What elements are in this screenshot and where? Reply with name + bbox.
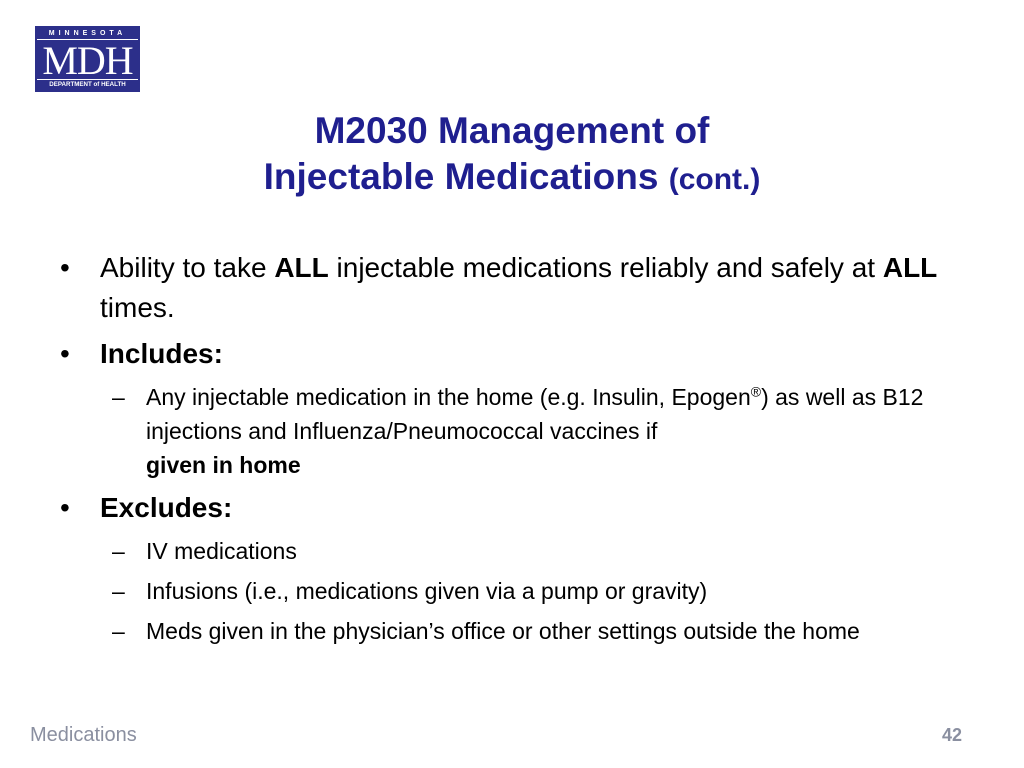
sub-bullet-text: Any injectable medication in the home (e.g. Insulin, Epogen bbox=[146, 384, 751, 410]
bullet-excludes bbox=[60, 488, 980, 528]
bullet-dot: • bbox=[60, 492, 70, 523]
excludes-item bbox=[60, 534, 980, 568]
bullet-text: injectable medications reliably and safely at bbox=[328, 252, 883, 283]
sub-bullet-dash: – bbox=[112, 538, 125, 564]
title-line-1: M2030 Management of bbox=[314, 110, 710, 151]
bullet-ability bbox=[60, 248, 980, 328]
logo-bottom-text: DEPARTMENT of HEALTH bbox=[37, 80, 138, 90]
bullet-bold-text: ALL bbox=[882, 252, 938, 283]
bullet-text: Ability to take bbox=[100, 252, 275, 283]
sub-bullet-text: ) as well as B12 injections and Influenza/Pneumococcal vaccines if bbox=[146, 384, 924, 444]
sub-bullet-dash: – bbox=[112, 384, 125, 410]
excludes-item bbox=[60, 574, 980, 608]
excludes-label: Excludes: bbox=[100, 492, 233, 523]
sub-bullet-dash: – bbox=[112, 618, 125, 644]
sub-bullet-bold-text: given in home bbox=[146, 452, 301, 478]
slide-title bbox=[0, 108, 1024, 203]
logo-top-text: MINNESOTA bbox=[37, 28, 138, 39]
bullet-text: times. bbox=[100, 292, 175, 323]
logo-main-text: MDH bbox=[37, 39, 138, 80]
registered-mark: ® bbox=[750, 383, 762, 400]
includes-label: Includes: bbox=[100, 338, 223, 369]
mdh-logo bbox=[35, 26, 140, 92]
bullet-dot: • bbox=[60, 338, 70, 369]
includes-item bbox=[60, 380, 980, 482]
sub-bullet-dash: – bbox=[112, 578, 125, 604]
title-line-2: Injectable Medications bbox=[263, 156, 659, 197]
sub-bullet-text: Infusions (i.e., medications given via a pump or gravity) bbox=[146, 578, 708, 604]
footer-section-label: Medications bbox=[30, 724, 137, 746]
title-cont-suffix: (cont.) bbox=[668, 163, 761, 196]
slide-body bbox=[60, 248, 980, 654]
sub-bullet-text: Meds given in the physician’s office or other settings outside the home bbox=[146, 618, 860, 644]
bullet-includes bbox=[60, 334, 980, 374]
excludes-item bbox=[60, 614, 980, 648]
bullet-dot: • bbox=[60, 252, 70, 283]
bullet-bold-text: ALL bbox=[274, 252, 329, 283]
sub-bullet-text: IV medications bbox=[146, 538, 297, 564]
page-number: 42 bbox=[941, 725, 962, 745]
